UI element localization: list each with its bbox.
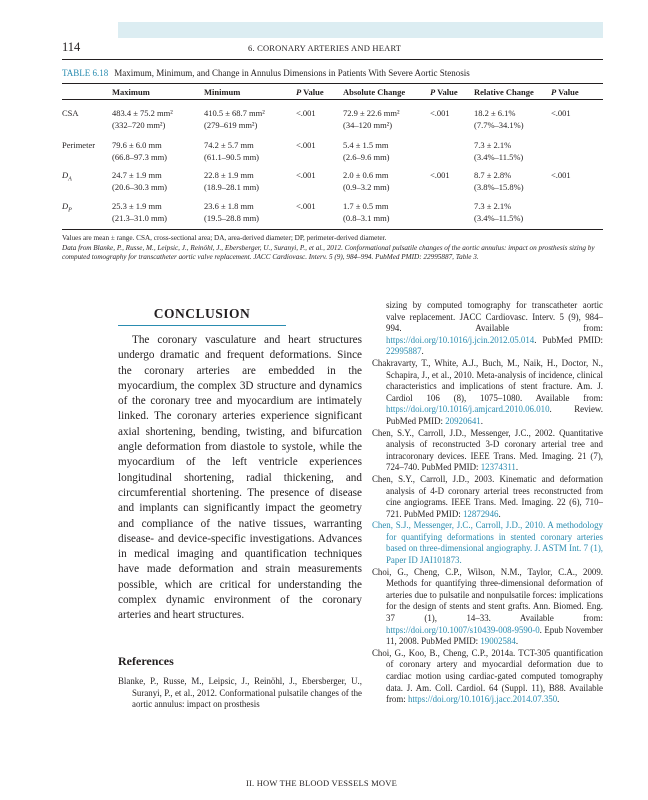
table-row-label: Perimeter bbox=[62, 140, 96, 150]
table-header-cell: Maximum bbox=[112, 87, 150, 97]
table-cell-range: (20.6–30.3 mm) bbox=[112, 182, 168, 192]
reference-entry bbox=[372, 520, 603, 566]
reference-link[interactable]: https://doi.org/10.1016/j.jcin.2012.05.014 bbox=[386, 334, 535, 345]
table-cell: <.001 bbox=[551, 108, 571, 118]
table-caption bbox=[62, 68, 603, 78]
table-header-cell: Absolute Change bbox=[343, 87, 406, 97]
reference-link[interactable]: https://doi.org/10.1016/j.amjcard.2010.06.010 bbox=[386, 404, 550, 415]
table-cell-range: (3.8%–15.8%) bbox=[474, 182, 524, 192]
table-cell-range: (332–720 mm²) bbox=[112, 120, 166, 130]
page-number: 114 bbox=[62, 40, 81, 54]
reference-text: . bbox=[515, 462, 519, 473]
table-cell: 1.7 ± 0.5 mm bbox=[343, 201, 389, 211]
reference-text: Choi, G., Koo, B., Cheng, C.P., 2014a. TCT-305 quantification of coronary artery and myocardial deformation due to cardiac motion using cardiac-gated computed tomography data. J. Am. Coll. Cardiol. 64 (Suppl. 11), B88. Available from: bbox=[372, 647, 603, 705]
reference-link[interactable]: Chen, S.J., Messenger, J.C., Carroll, J.D., 2010. A methodology for quantifying deformations in stented coronary arteries based on three-dimensional angiography. J. ASTM Int. 7 (1), Paper ID JAI101873. bbox=[372, 520, 603, 566]
header-rule bbox=[62, 59, 603, 60]
reference-text: . bbox=[557, 694, 560, 705]
table-cell-range: (19.5–28.8 mm) bbox=[204, 213, 260, 223]
table-cell-range: (279–619 mm²) bbox=[204, 120, 258, 130]
reference-link[interactable]: 22995887 bbox=[386, 346, 422, 357]
table-cell-range: (61.1–90.5 mm) bbox=[204, 152, 260, 162]
table-cell: 74.2 ± 5.7 mm bbox=[204, 140, 254, 150]
reference-text: Chen, S.Y., Carroll, J.D., Messenger, J.C., 2002. Quantitative analysis of reconstructed 3-D coronary arterial tree and intracoronary devices. IEEE Trans. Med. Imaging. 21 (7), 724–740. PubMed PMID: bbox=[372, 427, 603, 473]
reference-text: sizing by computed tomography for transcatheter aortic valve replacement. JACC Cardiovasc. Interv. 5 (9), 984–994. Available from: bbox=[386, 300, 603, 334]
top-color-band bbox=[118, 22, 603, 38]
table-cell: 23.6 ± 1.8 mm bbox=[204, 201, 254, 211]
reference-link[interactable]: 12872946 bbox=[462, 508, 499, 519]
table-cell: <.001 bbox=[296, 108, 316, 118]
table-header-cell: Relative Change bbox=[474, 87, 534, 97]
table-cell: 72.9 ± 22.6 mm² bbox=[343, 108, 400, 118]
table-row-label: $D_P$ bbox=[62, 201, 72, 214]
table-cell: 22.8 ± 1.9 mm bbox=[204, 170, 254, 180]
table-source bbox=[62, 244, 603, 262]
table-cell-range: (34–120 mm²) bbox=[343, 120, 393, 130]
table-cell: 2.0 ± 0.6 mm bbox=[343, 170, 389, 180]
reference-text: . PubMed PMID: bbox=[534, 334, 603, 345]
table-cell-range: (66.8–97.3 mm) bbox=[112, 152, 168, 162]
table-cell-range: (21.3–31.0 mm) bbox=[112, 213, 168, 223]
table-header-cell: P Value bbox=[296, 87, 324, 97]
references-right-column bbox=[372, 300, 603, 706]
table-cell: 7.3 ± 2.1% bbox=[474, 201, 512, 211]
table-cell: <.001 bbox=[430, 170, 450, 180]
references-heading: References bbox=[118, 654, 174, 668]
table-header-rule bbox=[62, 99, 603, 100]
reference-text: . bbox=[515, 636, 519, 647]
table-top-rule bbox=[62, 83, 603, 84]
table-cell: <.001 bbox=[430, 108, 450, 118]
reference-entry bbox=[372, 648, 603, 706]
table-cell: <.001 bbox=[296, 201, 316, 211]
table-bottom-rule bbox=[62, 229, 603, 230]
reference-text: . Review. PubMed PMID: bbox=[386, 404, 603, 426]
table-header-cell: P Value bbox=[551, 87, 579, 97]
reference-entry bbox=[372, 300, 603, 358]
table-label: TABLE 6.18 bbox=[62, 68, 109, 78]
reference-entry bbox=[372, 474, 603, 520]
conclusion-paragraph: The coronary vasculature and heart structures undergo dramatic and frequent deformations. Since the coronary arteries are embedded in the myocardium, the complex 3D structure and dynamics of the coronary tree and myocardium are intimately linked. The coronary arteries experience significant axial shortening, bending, twisting, and bifurcation angle deformation from diastole to systole, while the myocardium of the left ventricle experiences longitudinal shortening, radial thickening, and circumferential shortening. The presence of disease and implants can significantly impact the geometry and compliance of the native tissues, warranting disease- and device-specific investigations. Advances in medical imaging and quantification techniques have made deformation and strain measurements possible, which are critical for understanding the complex dynamic environment of the coronary arteries and heart structures. bbox=[118, 334, 362, 622]
table-header-cell: P Value bbox=[430, 87, 458, 97]
table-cell: 18.2 ± 6.1% bbox=[474, 108, 516, 118]
table-cell: <.001 bbox=[551, 170, 571, 180]
conclusion-rule bbox=[118, 325, 286, 326]
conclusion-heading: CONCLUSION bbox=[153, 306, 251, 321]
table-cell-range: (0.8–3.1 mm) bbox=[343, 213, 390, 223]
table-cell: 5.4 ± 1.5 mm bbox=[343, 140, 389, 150]
table-source-text: Data from Blanke, P., Russe, M., Leipsic, J., Reinöhl, J., Ebersberger, U., Suranyi, P., et al., 2012. Conformational pulsatile changes of the aortic annulus: impact on prosthesis sizing by computed tomography for transcatheter aortic valve replacement. JACC Cardiovasc. Interv. 5 (9), 984–994. PubMed PMID: 22995887, Table 3. bbox=[62, 244, 595, 261]
reference-text: . Epub November 11, 2008. PubMed PMID: bbox=[386, 624, 603, 647]
references-left-column bbox=[118, 676, 362, 711]
table-row-label: CSA bbox=[62, 108, 79, 118]
reference-link[interactable]: https://doi.org/10.1016/j.jacc.2014.07.350 bbox=[407, 694, 558, 705]
reference-entry bbox=[372, 358, 603, 428]
table-cell-range: (0.9–3.2 mm) bbox=[343, 182, 390, 192]
table-cell-range: (3.4%–11.5%) bbox=[474, 213, 524, 223]
table-cell-range: (3.4%–11.5%) bbox=[474, 152, 524, 162]
reference-text: Chakravarty, T., White, A.J., Buch, M., Naik, H., Doctor, N., Schapira, J., et al., 2010. Meta-analysis of incidence, clinical characteristics and implications of stent fracture. Am. J. Cardiol 106 (8), 1075–1080. Available from: bbox=[372, 357, 603, 403]
table-cell-range: (2.6–9.6 mm) bbox=[343, 152, 390, 162]
table-cell: <.001 bbox=[296, 170, 316, 180]
table-caption-text: Maximum, Minimum, and Change in Annulus Dimensions in Patients With Severe Aortic Stenosis bbox=[114, 68, 470, 78]
reference-text: . bbox=[421, 346, 424, 357]
table-cell: 410.5 ± 68.7 mm² bbox=[204, 108, 265, 118]
table-cell: 7.3 ± 2.1% bbox=[474, 140, 512, 150]
reference-link[interactable]: 19002584 bbox=[480, 636, 516, 647]
conclusion-body bbox=[118, 333, 362, 624]
reference-entry bbox=[118, 676, 362, 711]
reference-text: . bbox=[480, 415, 483, 426]
table-cell-range: (18.9–28.1 mm) bbox=[204, 182, 260, 192]
page-footer: II. HOW THE BLOOD VESSELS MOVE bbox=[246, 778, 397, 788]
reference-entry bbox=[372, 567, 603, 648]
running-head: 6. CORONARY ARTERIES AND HEART bbox=[248, 43, 402, 53]
reference-link[interactable]: 20920641 bbox=[445, 415, 481, 426]
table-cell: 24.7 ± 1.9 mm bbox=[112, 170, 162, 180]
reference-link[interactable]: 12374311 bbox=[480, 462, 516, 473]
reference-text: Blanke, P., Russe, M., Leipsic, J., Reinöhl, J., Ebersberger, U., Suranyi, P., et al., 2012. Conformational pulsatile changes of the aortic annulus: impact on prosthesis bbox=[118, 676, 362, 710]
reference-text: Choi, G., Cheng, C.P., Wilson, N.M., Taylor, C.A., 2009. Methods for quantifying three-dimensional deformation of arteries due to pulsatile and nonpulsatile forces: implications for the design of stents and stent grafts. Ann. Biomed. Eng. 37 (1), 14–33. Available from: bbox=[372, 566, 603, 624]
reference-text: Chen, S.Y., Carroll, J.D., 2003. Kinematic and deformation analysis of 4-D coronary arterial trees reconstructed from cine angiograms. IEEE Trans. Med. Imaging. 22 (6), 710–721. PubMed PMID: bbox=[372, 473, 603, 519]
table-cell: 483.4 ± 75.2 mm² bbox=[112, 108, 173, 118]
table-footnote: Values are mean ± range. CSA, cross-sectional area; DA, area-derived diameter; DP, perimeter-derived diameter. bbox=[62, 234, 387, 242]
table-cell: 25.3 ± 1.9 mm bbox=[112, 201, 162, 211]
table-header-cell: Minimum bbox=[204, 87, 241, 97]
reference-entry bbox=[372, 428, 603, 474]
table-cell: <.001 bbox=[296, 140, 316, 150]
reference-link[interactable]: https://doi.org/10.1007/s10439-008-9590-0 bbox=[386, 624, 540, 635]
table-cell-range: (7.7%–34.1%) bbox=[474, 120, 524, 130]
table-cell: 8.7 ± 2.8% bbox=[474, 170, 512, 180]
table-cell: 79.6 ± 6.0 mm bbox=[112, 140, 162, 150]
reference-text: . bbox=[498, 508, 501, 519]
table-row-label: $D_A$ bbox=[62, 170, 72, 183]
